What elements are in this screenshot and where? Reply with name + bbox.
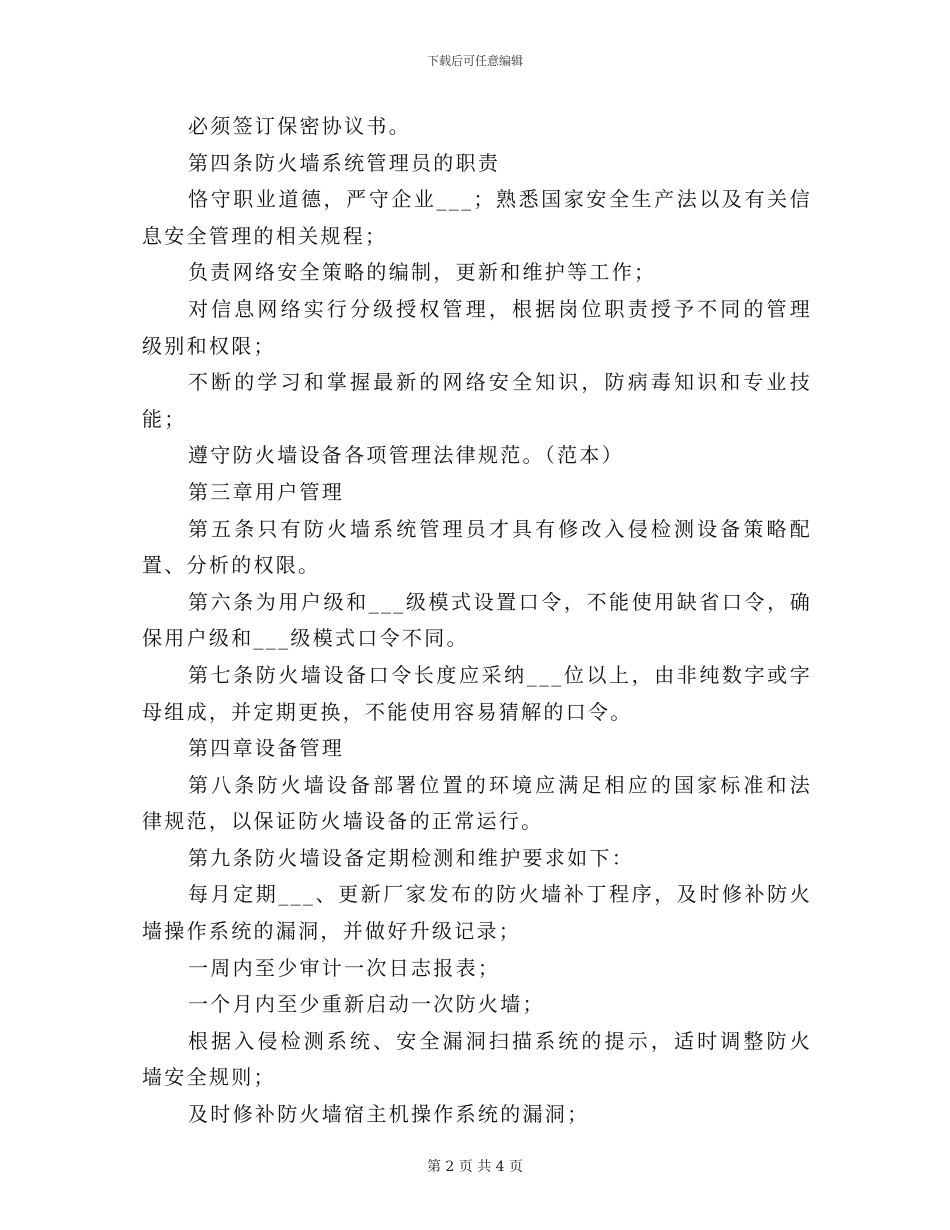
article-heading: 第四条防火墙系统管理员的职责 (188, 150, 501, 175)
document-body (142, 108, 812, 1133)
paragraph: 第八条防火墙设备部署位置的环境应满足相应的国家标准和法律规范，以保证防火墙设备的正常运行。 (142, 772, 812, 834)
paragraph: 第六条为用户级和___级模式设置口令，不能使用缺省口令，确保用户级和___级模式口令不同。 (142, 589, 812, 651)
chapter-heading: 第三章用户管理 (188, 479, 345, 504)
paragraph: 必须签订保密协议书。 (188, 114, 411, 138)
paragraph: 一个月内至少重新启动一次防火墙； (188, 992, 545, 1017)
paragraph: 恪守职业道德，严守企业___；熟悉国家安全生产法以及有关信息安全管理的相关规程； (142, 187, 812, 248)
paragraph: 负责网络安全策略的编制，更新和维护等工作； (188, 260, 657, 285)
paragraph: 对信息网络实行分级授权管理，根据岗位职责授予不同的管理级别和权限； (142, 296, 812, 358)
paragraph: 第七条防火墙设备口令长度应采纳___位以上，由非纯数字或字母组成，并定期更换，不能使用容易猜解的口令。 (142, 662, 812, 724)
paragraph: 及时修补防火墙宿主机操作系统的漏洞； (188, 1102, 590, 1127)
paragraph: 第五条只有防火墙系统管理员才具有修改入侵检测设备策略配置、分析的权限。 (142, 516, 812, 578)
paragraph: 一周内至少审计一次日志报表； (188, 955, 501, 980)
paragraph: 不断的学习和掌握最新的网络安全知识，防病毒知识和专业技能； (142, 370, 812, 431)
paragraph: 每月定期___、更新厂家发布的防火墙补丁程序，及时修补防火墙操作系统的漏洞，并做好升级记录； (142, 882, 812, 944)
page-number: 第 2 页 共 4 页 (426, 1159, 524, 1175)
paragraph: 根据入侵检测系统、安全漏洞扫描系统的提示，适时调整防火墙安全规则； (142, 1028, 812, 1090)
paragraph: 第九条防火墙设备定期检测和维护要求如下： (188, 845, 634, 870)
paragraph: 遵守防火墙设备各项管理法律规范。（范本） (188, 443, 624, 468)
page-header: 下载后可任意编辑 (426, 54, 523, 68)
chapter-heading: 第四章设备管理 (188, 736, 345, 761)
